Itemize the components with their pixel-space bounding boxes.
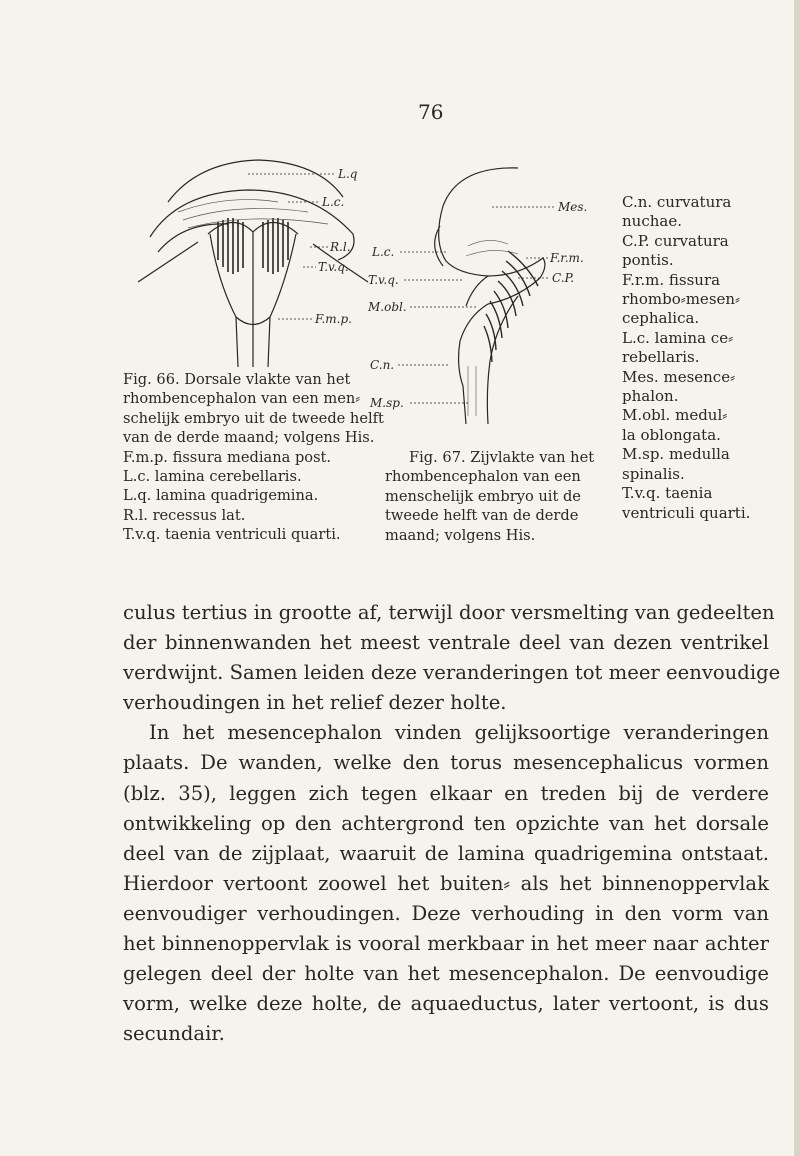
legend-line: rebellaris. (622, 348, 700, 367)
legend-line: phalon. (622, 387, 679, 406)
caption-line: schelijk embryo uit de tweede helft (123, 409, 384, 427)
fig66-label-tvq: T.v.q. (318, 260, 349, 274)
fig67-label-cp: C.P. (552, 271, 575, 285)
figure-66-caption (123, 370, 385, 545)
legend-line: C.n. curvatura (622, 193, 732, 211)
caption-line: van de derde maand; volgens His. (123, 429, 375, 447)
legend-line: M.sp. medulla (622, 445, 730, 464)
fig66-label-fmp: F.m.p. (315, 312, 352, 326)
body-text (123, 598, 781, 1049)
body-line: het binnenoppervlak is vooral merkbaar in het meer naar achter (123, 932, 769, 956)
caption-line: maand; volgens His. (385, 526, 536, 544)
figure-66-legend (123, 448, 385, 545)
legend-line: pontis. (622, 251, 674, 270)
legend-line: F.m.p. fissura mediana post. (123, 448, 332, 466)
fig67-label-tvq: T.v.q. (368, 273, 399, 287)
caption-line: menschelijk embryo uit de (385, 487, 581, 505)
legend-line: spinalis. (622, 464, 685, 483)
caption-line: rhombencephalon van een men⸗ (123, 390, 361, 408)
figure-67-caption (385, 448, 595, 545)
legend-line: L.q. lamina quadrigemina. (123, 487, 319, 505)
fig67-label-mes: Mes. (558, 200, 588, 214)
body-line: secundair. (123, 1022, 225, 1046)
fig66-label-lc: L.c. (322, 195, 345, 209)
body-line: plaats. De wanden, welke den torus mesencephalicus vormen (123, 751, 769, 775)
body-line: verhoudingen in het relief dezer holte. (123, 691, 507, 715)
legend-line: C.P. curvatura (622, 231, 729, 250)
caption-line: rhombencephalon van een (385, 468, 581, 486)
body-line: eenvoudiger verhoudingen. Deze verhouding in den vorm van (123, 901, 769, 925)
fig66-label-lq: L.q (338, 167, 358, 181)
legend-line: ventriculi quarti. (622, 503, 751, 522)
legend-line: rhombo⸗mesen⸗ (622, 290, 741, 309)
body-line: ontwikkeling op den achtergrond ten opzichte van het dorsale (123, 811, 769, 835)
legend-line: L.c. lamina ce⸗ (622, 328, 734, 347)
legend-line: T.v.q. taenia ventriculi quarti. (123, 526, 341, 544)
legend-line: nuchae. (622, 212, 682, 231)
legend-line: R.l. recessus lat. (123, 506, 246, 524)
legend-line: M.obl. medul⸗ (622, 406, 728, 425)
body-line: (blz. 35), leggen zich tegen elkaar en treden bij de verdere (123, 781, 769, 805)
caption-line: Fig. 66. Dorsale vlakte van het (123, 371, 351, 388)
body-line: Hierdoor vertoont zoowel het buiten⸗ als het binnenoppervlak (123, 871, 769, 895)
caption-line: tweede helft van de derde (385, 507, 579, 525)
page-number: 76 (418, 100, 444, 124)
figure-66-illustration (138, 142, 378, 370)
figure-67-illustration (368, 166, 608, 424)
body-line: verdwijnt. Samen leiden deze veranderingen tot meer eenvoudige (123, 661, 781, 685)
legend-line: cephalica. (622, 309, 700, 328)
legend-line: F.r.m. fissura (622, 270, 721, 289)
body-line: der binnenwanden het meest ventrale deel van dezen ventrikel (123, 631, 769, 655)
fig66-label-rl: R.l. (330, 240, 351, 254)
body-line: culus tertius in grootte af, terwijl door versmelting van gedeelten (123, 601, 775, 624)
fig67-label-frm: F.r.m. (550, 251, 584, 265)
caption-line: Fig. 67. Zijvlakte van het (409, 449, 595, 466)
fig67-label-msp: M.sp. (370, 396, 404, 410)
body-line: In het mesencephalon vinden gelijksoortige veranderingen (149, 721, 769, 745)
fig67-label-lc: L.c. (372, 245, 395, 259)
legend-line: L.c. lamina cerebellaris. (123, 468, 302, 486)
body-line: vorm, welke deze holte, de aquaeductus, later vertoont, is dus (123, 992, 769, 1016)
figure-67-legend (622, 193, 772, 523)
legend-line: Mes. mesence⸗ (622, 367, 736, 386)
fig67-label-cn: C.n. (370, 358, 395, 372)
body-line: gelegen deel der holte van het mesencephalon. De eenvoudige (123, 962, 769, 986)
body-line: deel van de zijplaat, waaruit de lamina quadrigemina ontstaat. (123, 841, 769, 865)
legend-line: T.v.q. taenia (622, 484, 713, 503)
page-edge (794, 0, 800, 1156)
legend-line: la oblongata. (622, 425, 721, 444)
fig67-label-mobl: M.obl. (368, 300, 407, 314)
